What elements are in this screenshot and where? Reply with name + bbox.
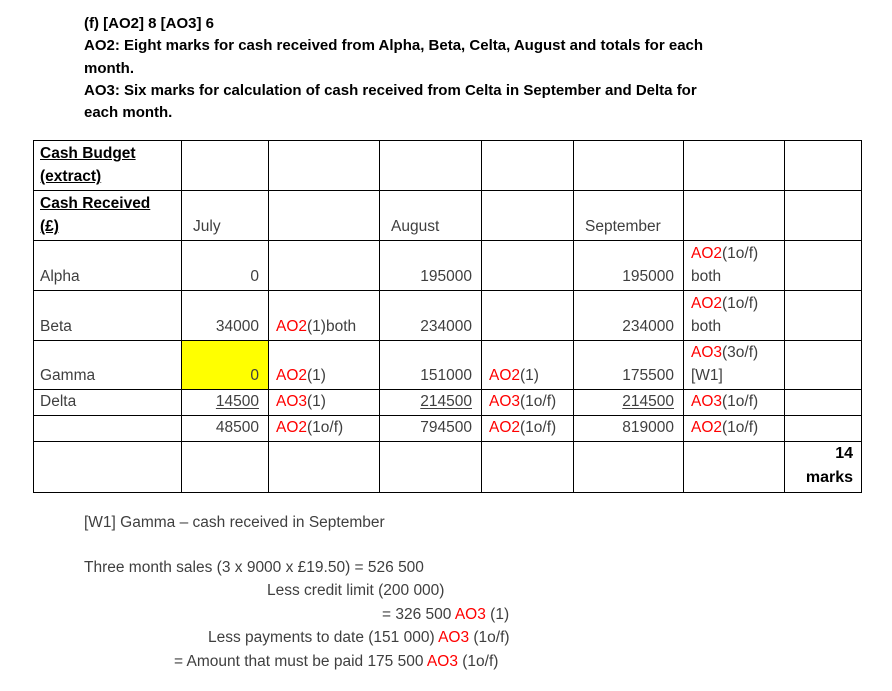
cell-month-august: August bbox=[380, 191, 482, 241]
row-delta bbox=[34, 390, 862, 416]
row-month-headers bbox=[34, 191, 862, 241]
cell-total-august: 794500 bbox=[380, 416, 482, 442]
cell-beta-september: 234000 bbox=[574, 291, 684, 341]
working-line-3 bbox=[382, 603, 510, 626]
cell-empty bbox=[34, 416, 182, 442]
cell-alpha-label: Alpha bbox=[34, 241, 182, 291]
cell-gamma-august-annotation bbox=[482, 341, 574, 390]
cell-empty bbox=[684, 141, 785, 191]
marks-label: marks bbox=[805, 469, 853, 486]
question-header-line-2: AO2: Eight marks for cash received from Alpha, Beta, Celta, August and totals for each bbox=[84, 37, 704, 55]
cell-empty bbox=[785, 241, 862, 291]
highlighted-cell-gamma-july: 0 bbox=[182, 341, 269, 390]
cell-beta-september-annotation bbox=[684, 291, 785, 341]
working-line-4 bbox=[208, 626, 510, 649]
cell-delta-august-annotation bbox=[482, 390, 574, 416]
working-note-calculation bbox=[84, 556, 510, 673]
annotation-code: AO2 bbox=[276, 318, 308, 335]
cell-beta-august: 234000 bbox=[380, 291, 482, 341]
annotation-code: AO3 bbox=[426, 652, 458, 670]
annotation-detail: (1o/f) bbox=[722, 419, 759, 436]
annotation-detail: (1o/f) bbox=[722, 245, 759, 262]
annotation-code: AO3 bbox=[691, 344, 723, 361]
cell-alpha-september: 195000 bbox=[574, 241, 684, 291]
cell-empty bbox=[269, 191, 380, 241]
working-text: (1) bbox=[485, 605, 510, 623]
working-text: (1o/f) bbox=[457, 652, 499, 670]
table-title-line1: Cash Budget bbox=[40, 145, 136, 162]
annotation-code: AO2 bbox=[691, 245, 723, 262]
cell-gamma-september: 175500 bbox=[574, 341, 684, 390]
question-header bbox=[84, 13, 703, 124]
cell-beta-july-annotation bbox=[269, 291, 380, 341]
working-line-5 bbox=[174, 650, 510, 673]
cell-gamma-label: Gamma bbox=[34, 341, 182, 390]
annotation-line2: [W1] bbox=[691, 367, 723, 384]
cell-delta-july-annotation bbox=[269, 390, 380, 416]
cell-delta-july bbox=[182, 390, 269, 416]
cell-total-august-annotation bbox=[482, 416, 574, 442]
working-text: = 326 500 bbox=[382, 605, 455, 623]
annotation-detail: (1) bbox=[307, 367, 326, 384]
annotation-detail: (1o/f) bbox=[520, 393, 557, 410]
cell-total-september-annotation bbox=[684, 416, 785, 442]
annotation-detail: (3o/f) bbox=[722, 344, 759, 361]
annotation-line2: both bbox=[691, 268, 722, 285]
cell-gamma-august: 151000 bbox=[380, 341, 482, 390]
working-text: Less payments to date (151 000) bbox=[208, 629, 439, 647]
working-text: (1o/f) bbox=[469, 629, 510, 647]
cell-month-july: July bbox=[182, 191, 269, 241]
cell-beta-july: 34000 bbox=[182, 291, 269, 341]
row-table-title bbox=[34, 141, 862, 191]
working-line-1: Three month sales (3 x 9000 x £19.50) = 526 500 bbox=[84, 559, 424, 576]
cell-empty bbox=[269, 241, 380, 291]
cell-empty bbox=[380, 442, 482, 493]
annotation-code: AO2 bbox=[691, 419, 723, 436]
row-marks bbox=[34, 442, 862, 493]
cell-empty bbox=[574, 141, 684, 191]
annotation-line2: both bbox=[691, 318, 722, 335]
cell-empty bbox=[482, 291, 574, 341]
cell-empty bbox=[684, 191, 785, 241]
cell-empty bbox=[482, 241, 574, 291]
cell-empty bbox=[269, 141, 380, 191]
underlined-value: 214500 bbox=[420, 393, 472, 410]
cell-total-marks bbox=[785, 442, 862, 493]
cell-empty bbox=[785, 191, 862, 241]
cell-alpha-july: 0 bbox=[182, 241, 269, 291]
table-subtitle-line2: (£) bbox=[40, 218, 59, 235]
cell-empty bbox=[785, 390, 862, 416]
table-title-line2: (extract) bbox=[40, 168, 102, 185]
cell-total-july: 48500 bbox=[182, 416, 269, 442]
cell-delta-september-annotation bbox=[684, 390, 785, 416]
annotation-detail: (1)both bbox=[307, 318, 357, 335]
annotation-code: AO3 bbox=[454, 605, 486, 623]
cell-table-subtitle bbox=[34, 191, 182, 241]
annotation-code: AO3 bbox=[276, 393, 308, 410]
cell-month-september: September bbox=[574, 191, 684, 241]
annotation-detail: (1o/f) bbox=[722, 295, 759, 312]
cell-empty bbox=[482, 442, 574, 493]
cell-empty bbox=[785, 341, 862, 390]
cell-empty bbox=[482, 191, 574, 241]
annotation-detail: (1o/f) bbox=[722, 393, 759, 410]
annotation-code: AO2 bbox=[489, 419, 521, 436]
question-header-line-1: (f) [AO2] 8 [AO3] 6 bbox=[84, 15, 215, 32]
annotation-code: AO3 bbox=[691, 393, 723, 410]
cell-table-title bbox=[34, 141, 182, 191]
cell-empty bbox=[269, 442, 380, 493]
annotation-detail: (1) bbox=[307, 393, 326, 410]
annotation-detail: (1) bbox=[520, 367, 539, 384]
table-subtitle-line1: Cash Received bbox=[40, 195, 151, 212]
cell-delta-september bbox=[574, 390, 684, 416]
cell-total-july-annotation bbox=[269, 416, 380, 442]
working-text: = Amount that must be paid 175 500 bbox=[174, 652, 427, 670]
working-line-2: Less credit limit (200 000) bbox=[267, 582, 445, 600]
cell-empty bbox=[482, 141, 574, 191]
cell-empty bbox=[182, 141, 269, 191]
cell-empty bbox=[785, 141, 862, 191]
row-alpha bbox=[34, 241, 862, 291]
cell-empty bbox=[574, 442, 684, 493]
cash-budget-table-body bbox=[34, 141, 862, 493]
cash-budget-table bbox=[33, 140, 862, 493]
cell-empty bbox=[34, 442, 182, 493]
working-note-title: [W1] Gamma – cash received in September bbox=[84, 514, 385, 531]
annotation-code: AO2 bbox=[276, 367, 308, 384]
annotation-code: AO2 bbox=[276, 419, 308, 436]
cell-alpha-september-annotation bbox=[684, 241, 785, 291]
question-header-line-4: AO3: Six marks for calculation of cash received from Celta in September and Delta for bbox=[84, 81, 697, 99]
annotation-code: AO3 bbox=[489, 393, 521, 410]
cell-beta-label: Beta bbox=[34, 291, 182, 341]
underlined-value: 214500 bbox=[622, 393, 674, 410]
annotation-detail: (1o/f) bbox=[307, 419, 344, 436]
annotation-code: AO3 bbox=[438, 629, 470, 647]
cell-empty bbox=[785, 416, 862, 442]
annotation-code: AO2 bbox=[489, 367, 521, 384]
annotation-detail: (1o/f) bbox=[520, 419, 557, 436]
cell-empty bbox=[684, 442, 785, 493]
cell-delta-label: Delta bbox=[34, 390, 182, 416]
row-beta bbox=[34, 291, 862, 341]
cell-alpha-august: 195000 bbox=[380, 241, 482, 291]
underlined-value: 14500 bbox=[215, 393, 259, 410]
annotation-code: AO2 bbox=[691, 295, 723, 312]
question-header-line-3: month. bbox=[84, 59, 134, 77]
cell-empty bbox=[785, 291, 862, 341]
cell-empty bbox=[182, 442, 269, 493]
cell-empty bbox=[380, 141, 482, 191]
question-header-line-5: each month. bbox=[84, 104, 173, 122]
cell-delta-august bbox=[380, 390, 482, 416]
cell-total-september: 819000 bbox=[574, 416, 684, 442]
cell-gamma-july-annotation bbox=[269, 341, 380, 390]
row-totals bbox=[34, 416, 862, 442]
row-gamma bbox=[34, 341, 862, 390]
cell-gamma-september-annotation bbox=[684, 341, 785, 390]
marks-value: 14 bbox=[835, 445, 853, 462]
